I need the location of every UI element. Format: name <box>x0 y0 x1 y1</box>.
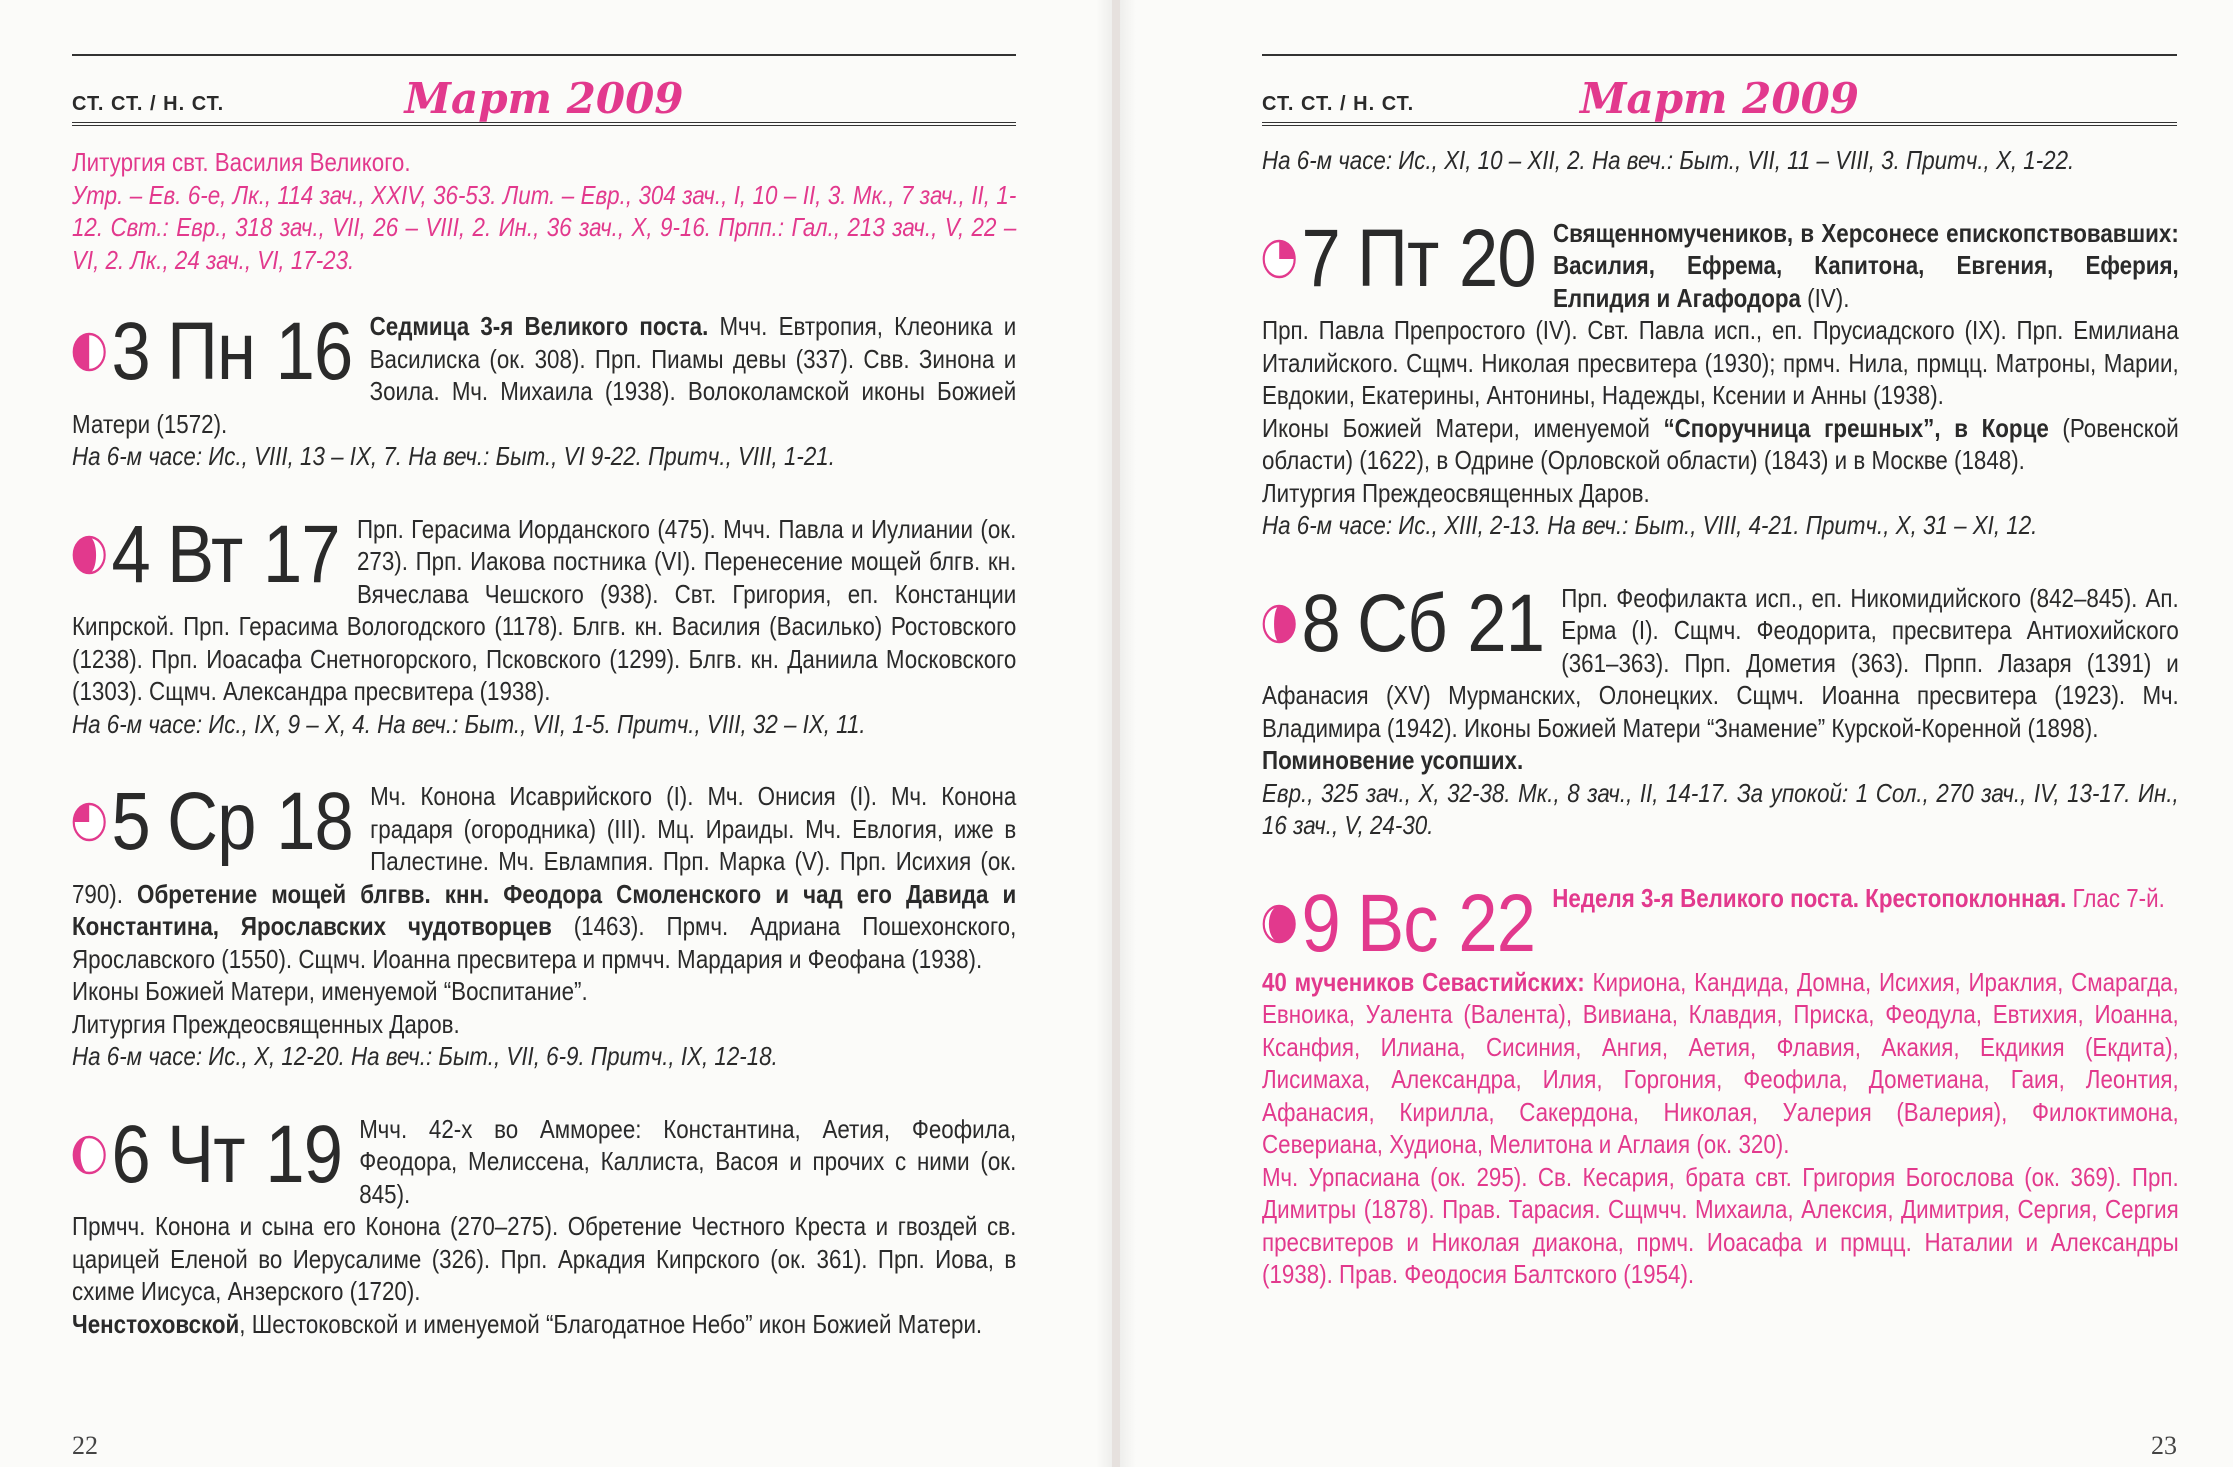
day-entry-3 <box>72 306 1017 473</box>
calendar-style-label: СТ. СТ. / Н. СТ. <box>72 93 225 115</box>
day-entry-4 <box>72 508 1017 741</box>
day-entry-6 <box>72 1108 1017 1341</box>
old-style-date: 5 <box>111 776 150 867</box>
icon-name: Ченстоховской <box>72 1308 240 1339</box>
day-reading: На 6-м часе: Ис., X, 12-20. На веч.: Быт., VII, 6-9. Притч., IX, 12-18. <box>72 1041 778 1071</box>
page-number: 23 <box>2151 1431 2177 1460</box>
day-entry-7 <box>1262 212 2179 542</box>
old-style-date: 3 <box>111 306 150 397</box>
weekday: Ср <box>167 776 256 867</box>
moon-phase-icon <box>72 332 106 372</box>
day-entry-5 <box>72 776 1017 1073</box>
month-title: Март 2009 <box>404 74 684 123</box>
day-heading <box>72 776 353 867</box>
day-commemorations-2: Прп. Павла Препростого (IV). Свт. Павла исп., еп. Прусиадского (IX). Прп. Емилиана Италийского. Сщмч. Николая пресвитера (1930); прмч. Нила, прмцц. Матроны, Марии, Евдокии, Екатерины, Антонины, Надежды, Ксении и Анны (1938). <box>1262 315 2179 410</box>
day-heading <box>72 508 340 600</box>
icon-commemoration <box>1262 412 2179 477</box>
weekday: Пн <box>167 306 256 397</box>
day-commemorations-2 <box>1262 966 2179 1161</box>
page-body <box>72 146 1016 1340</box>
icon-commemoration: Иконы Божией Матери, именуемой “Воспитание”. <box>72 976 588 1006</box>
day-commemorations: Прп. Герасима Иорданского (475). Мчч. Павла и Иулиании (ок. 273). Прп. Иакова постника (VI). Перенесение мощей блгв. кн. Вячеслава Чешского (938). Свт. Григория, еп. Констанции Кипрской. Прп. Герасима Вологодского (1178). Блгв. кн. Василия (Василько) Ростовского (1238). Прп. Иоасафа Снетногорского, Псковского (1299). Блгв. кн. Даниила Московского (1303). Сщмч. Александра пресвитера (1938). <box>72 513 1017 706</box>
icon-text: (Ровенской области) (1622), в Одрине (Орловской области) (1843) и в Москве (1848). <box>1262 412 2179 475</box>
day-feast: Обретение мощей блгвв. кнн. Феодора Смоленского и чад его Давида и Константина, Ярославских чудотворцев <box>72 878 1017 941</box>
page-header <box>1262 54 2177 126</box>
day-commemorations-3: Мч. Урпасиана (ок. 295). Св. Кесария, брата свт. Григория Богослова (ок. 369). Прп. Димитры (1878). Прав. Тарасия. Сщмчч. Михаила, Алексия, Димитрия, Сергия, Сергия пресвитеров и Николая диакона, прмч. Иоасафа и прмцц. Наталии и Александры (1938). Прав. Феодосия Балтского (1954). <box>1262 1161 2179 1289</box>
page-number: 22 <box>72 1431 98 1460</box>
new-style-date: 19 <box>265 1108 343 1200</box>
calendar-style-label: СТ. СТ. / Н. СТ. <box>1262 93 1415 115</box>
old-style-date: 7 <box>1301 212 1340 304</box>
old-style-date: 6 <box>111 1108 150 1200</box>
icon-text: , Шестоковской и именуемой “Благодатное Небо” икон Божией Матери. <box>239 1308 983 1339</box>
intro-reading: На 6-м часе: Ис., XI, 10 – XII, 2. На веч.: Быт., VII, 11 – VIII, 3. Притч., X, 1-22. <box>1262 145 2075 175</box>
new-style-date: 22 <box>1458 877 1536 969</box>
new-style-date: 17 <box>263 508 340 600</box>
memorial-line: Поминовение усопших. <box>1262 745 1524 775</box>
day-entry-9 <box>1262 877 2179 1291</box>
day-heading <box>72 306 353 397</box>
day-lead: Неделя 3-я Великого поста. Крестопоклонная. <box>1552 882 2067 913</box>
weekday: Сб <box>1357 577 1447 669</box>
intro-reading: Утр. – Ев. 6-е, Лк., 114 зач., XXIV, 36-53. Лит. – Евр., 304 зач., I, 10 – II, 3. Мк., 7 зач., II, 1-12. Свт.: Евр., 318 зач., VII, 26 – VIII, 2. Ин., 36 зач., X, 9-16. Прпп.: Гал., 213 зач., V, 22 – VI, 2. Лк., 24 зач., VI, 17-23. <box>72 179 1017 275</box>
day-text: Мчч. Евтропия, Клеоника и Василиска (ок. 308). Прп. Пиамы девы (337). Свв. Зинона и Зоила. Мч. Михаила (1938). Волоколамской иконы Божией Матери (1572). <box>72 311 1017 439</box>
day-heading <box>1262 877 1536 969</box>
day-text: Кириона, Кандида, Домна, Исихия, Ираклия, Смарагда, Евноика, Уалента (Валента), Вивиана, Клавдия, Приска, Феодула, Евтихия, Иоанна, Ксанфия, Илиана, Сисиния, Ангия, Аетия, Флавия, Акакия, Екдикия (Екдита), Лисимаха, Александра, Илия, Горгония, Феофила, Дометиана, Гаия, Леонтия, Афанасия, Кирилла, Сакердона, Николая, Уалерия (Валерия), Филоктимона, Севериана, Худиона, Мелитона и Аглаия (ок. 320). <box>1262 966 2179 1159</box>
day-text: (IV). <box>1800 282 1850 313</box>
day-commemorations: Мчч. 42-х во Амморее: Константина, Аетия, Феофила, Феодора, Мелиссена, Каллиста, Васоя и прочих с ними (ок. 845). <box>359 1113 1017 1209</box>
weekday: Вт <box>167 508 243 600</box>
new-style-date: 16 <box>275 306 353 397</box>
weekday: Вс <box>1357 877 1438 969</box>
day-text: Глас 7-й. <box>2066 882 2165 913</box>
icon-name: “Споручница грешных”, в Корце <box>1663 412 2049 443</box>
moon-phase-icon <box>1262 904 1296 944</box>
old-style-date: 4 <box>111 508 150 600</box>
liturgy-line: Литургия Преждеосвященных Даров. <box>72 1008 460 1039</box>
day-reading: На 6-м часе: Ис., XIII, 2-13. На веч.: Быт., VIII, 4-21. Притч., X, 31 – XI, 12. <box>1262 510 2038 540</box>
icon-text: Иконы Божией Матери, именуемой <box>1262 412 1664 443</box>
feast-name: 40 мучеников Севастийских: <box>1262 966 1585 997</box>
day-commemorations-2: Прмчч. Конона и сына его Конона (270–275). Обретение Честного Креста и гвоздей св. царицей Еленой во Иерусалиме (326). Прп. Аркадия Кипрского (ок. 361). Прп. Иова, в схиме Иисуса, Анзерского (1720). <box>72 1211 1017 1306</box>
day-reading: На 6-м часе: Ис., IX, 9 – X, 4. На веч.: Быт., VII, 1-5. Притч., VIII, 32 – IX, 11. <box>72 708 866 739</box>
day-heading <box>1262 577 1545 669</box>
liturgy-line: Литургия Преждеосвященных Даров. <box>1262 477 1650 508</box>
left-page <box>0 0 1112 1467</box>
day-lead: Священномучеников, в Херсонесе епископствовавших: Василия, Ефрема, Капитона, Евгения, Еферия, Елпидия и Агафодора <box>1552 217 2179 313</box>
page-body <box>1262 144 2179 1291</box>
moon-phase-icon <box>1262 239 1296 279</box>
day-text: Мч. Конона Исаврийского (I). Мч. Онисия (I). Мч. Конона градаря (огородника) (III). Мц. Ираиды. Мч. Евлогия, иже в Палестине. Мч. Евлампия. Прп. Марка (V). Прп. Исихия (ок. 790). <box>72 781 1017 909</box>
day-heading <box>72 1108 343 1200</box>
book-gutter <box>1112 0 1120 1467</box>
old-style-date: 9 <box>1301 877 1340 969</box>
moon-phase-icon <box>72 802 106 842</box>
day-heading <box>1262 212 1536 304</box>
right-page <box>1120 0 2233 1467</box>
liturgy-line: Литургия свт. Василия Великого. <box>72 147 411 177</box>
weekday: Пт <box>1357 212 1439 304</box>
day-reading: Евр., 325 зач., X, 32-38. Мк., 8 зач., II, 14-17. За упокой: 1 Сол., 270 зач., IV, 13-17. Ин., 16 зач., V, 24-30. <box>1262 777 2179 840</box>
moon-phase-icon <box>72 1135 106 1175</box>
day-text: (1463). Прмч. Адриана Пошехонского, Ярославского (1550). Сщмч. Иоанна пресвитера и прмчч. Мардария и Феофана (1938). <box>72 911 1017 974</box>
icon-commemoration <box>72 1308 1016 1341</box>
month-title: Март 2009 <box>1579 74 1860 123</box>
page-header <box>72 54 1016 126</box>
day-entry-8 <box>1262 577 2179 842</box>
weekday: Чт <box>167 1108 245 1200</box>
new-style-date: 18 <box>276 776 353 867</box>
new-style-date: 20 <box>1459 212 1536 304</box>
old-style-date: 8 <box>1301 577 1340 669</box>
day-lead: Седмица 3-я Великого поста. <box>369 311 709 341</box>
day-commemorations: Прп. Феофилакта исп., еп. Никомидийского (842–845). Ап. Ерма (I). Сщмч. Феодорита, пресвитера Антиохийского (361–363). Прп. Дометия (363). Прпп. Лазаря (1391) и Афанасия (XV) Мурманских, Олонецких. Сщмч. Иоанна пресвитера (1923). Мч. Владимира (1942). Иконы Божией Матери “Знамение” Курской-Коренной (1898). <box>1262 582 2179 743</box>
moon-phase-icon <box>72 535 106 575</box>
day-reading: На 6-м часе: Ис., VIII, 13 – IX, 7. На веч.: Быт., VI 9-22. Притч., VIII, 1-21. <box>72 441 835 471</box>
moon-phase-icon <box>1262 604 1296 644</box>
new-style-date: 21 <box>1467 577 1545 669</box>
